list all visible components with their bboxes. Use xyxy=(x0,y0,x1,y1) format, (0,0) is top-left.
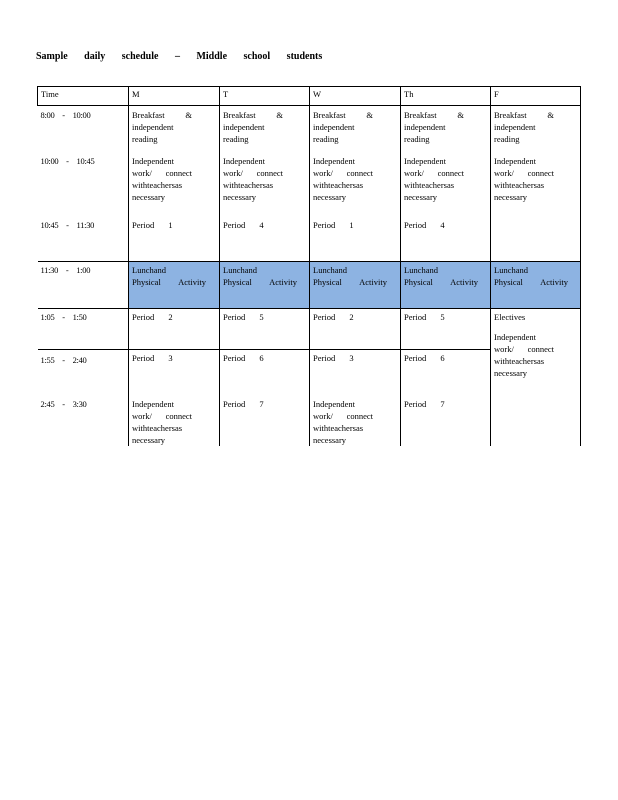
time-cell: 10:45 - 11:30 xyxy=(38,203,129,262)
schedule-cell: Lunchand Physical Activity xyxy=(129,262,220,309)
schedule-cell: Independent work/ connect withteachersas necessary xyxy=(129,394,220,446)
table-row xyxy=(38,262,581,309)
day-header-f: F xyxy=(491,87,581,106)
time-cell: 1:55 - 2:40 xyxy=(40,355,87,365)
schedule-cell-friday-electives: Electives Independent work/ connect withteachersas necessary xyxy=(491,309,581,447)
schedule-cell: Independent work/ connect withteachersas necessary xyxy=(401,145,491,203)
schedule-cell: Lunchand Physical Activity xyxy=(491,262,581,309)
day-header-m: M xyxy=(129,87,220,106)
schedule-table xyxy=(37,86,581,446)
schedule-cell: Period 7 xyxy=(220,394,310,446)
schedule-cell: Lunchand Physical Activity xyxy=(401,262,491,309)
schedule-cell: Period 5 xyxy=(401,309,491,350)
schedule-cell: Period 1 xyxy=(129,203,220,262)
table-row xyxy=(38,145,581,203)
schedule-cell: Period 3 xyxy=(129,350,220,395)
schedule-cell: Breakfast & independent reading xyxy=(401,106,491,146)
schedule-cell: Lunchand Physical Activity xyxy=(220,262,310,309)
schedule-cell: Breakfast & independent reading xyxy=(491,106,581,146)
table-row xyxy=(38,309,581,350)
schedule-cell: Lunchand Physical Activity xyxy=(310,262,401,309)
time-cell: 11:30 - 1:00 xyxy=(38,262,129,309)
day-header-t: T xyxy=(220,87,310,106)
schedule-cell: Period 4 xyxy=(220,203,310,262)
schedule-cell xyxy=(491,203,581,262)
schedule-cell: Independent work/ connect withteachersas necessary xyxy=(310,145,401,203)
schedule-cell: Breakfast & independent reading xyxy=(220,106,310,146)
schedule-cell: Breakfast & independent reading xyxy=(310,106,401,146)
schedule-cell: Independent work/ connect withteachersas necessary xyxy=(491,145,581,203)
day-header-w: W xyxy=(310,87,401,106)
schedule-cell: Independent work/ connect withteachersas necessary xyxy=(220,145,310,203)
page-title: Sample daily schedule – Middle school students xyxy=(36,51,323,62)
schedule-cell: Breakfast & independent reading xyxy=(129,106,220,146)
time-cell: 1:05 - 1:50 xyxy=(38,309,129,350)
time-cell: 10:00 - 10:45 xyxy=(40,156,95,166)
schedule-cell: Period 2 xyxy=(310,309,401,350)
time-header: Time xyxy=(38,87,129,106)
schedule-cell: Period 6 xyxy=(220,350,310,395)
schedule-cell: Period 5 xyxy=(220,309,310,350)
table-row xyxy=(38,203,581,262)
schedule-cell: Period 4 xyxy=(401,203,491,262)
header-row xyxy=(38,87,581,106)
schedule-cell: Independent work/ connect withteachersas necessary xyxy=(129,145,220,203)
schedule-cell: Period 1 xyxy=(310,203,401,262)
table-row xyxy=(38,106,581,146)
schedule-cell: Period 2 xyxy=(129,309,220,350)
schedule-cell: Period 6 xyxy=(401,350,491,395)
day-header-th: Th xyxy=(401,87,491,106)
time-cell: 8:00 - 10:00 xyxy=(40,110,91,120)
schedule-cell: Independent work/ connect withteachersas necessary xyxy=(310,394,401,446)
schedule-cell: Period 3 xyxy=(310,350,401,395)
time-cell: 2:45 - 3:30 xyxy=(40,399,87,409)
schedule-cell: Period 7 xyxy=(401,394,491,446)
